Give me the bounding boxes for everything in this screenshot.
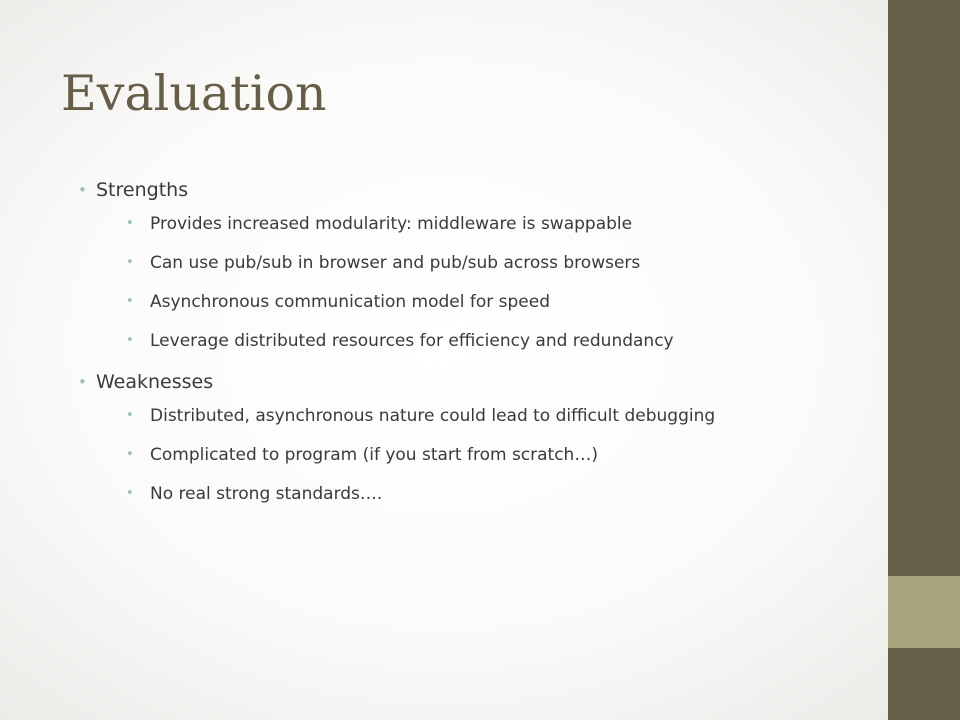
list-item: • Provides increased modularity: middleware is swappable [126,211,813,237]
slide-title: Evaluation [61,65,327,122]
list-item: • Complicated to program (if you start from scratch…) [126,442,813,468]
list-item: • Asynchronous communication model for speed [126,289,813,315]
list-item: • Leverage distributed resources for efficiency and redundancy [126,328,813,354]
strengths-list [96,211,813,354]
list-item: • Distributed, asynchronous nature could lead to difficult debugging [126,403,813,429]
weaknesses-list [96,403,813,507]
decorative-sidebar-accent [888,576,960,648]
list-item: • Can use pub/sub in browser and pub/sub across browsers [126,250,813,276]
section-weaknesses [73,367,813,507]
section-strengths [73,175,813,354]
section-weaknesses-label: Weaknesses [96,371,214,393]
bullet-list [73,175,813,520]
list-item: • No real strong standards…. [126,481,813,507]
section-strengths-label: Strengths [96,179,189,201]
